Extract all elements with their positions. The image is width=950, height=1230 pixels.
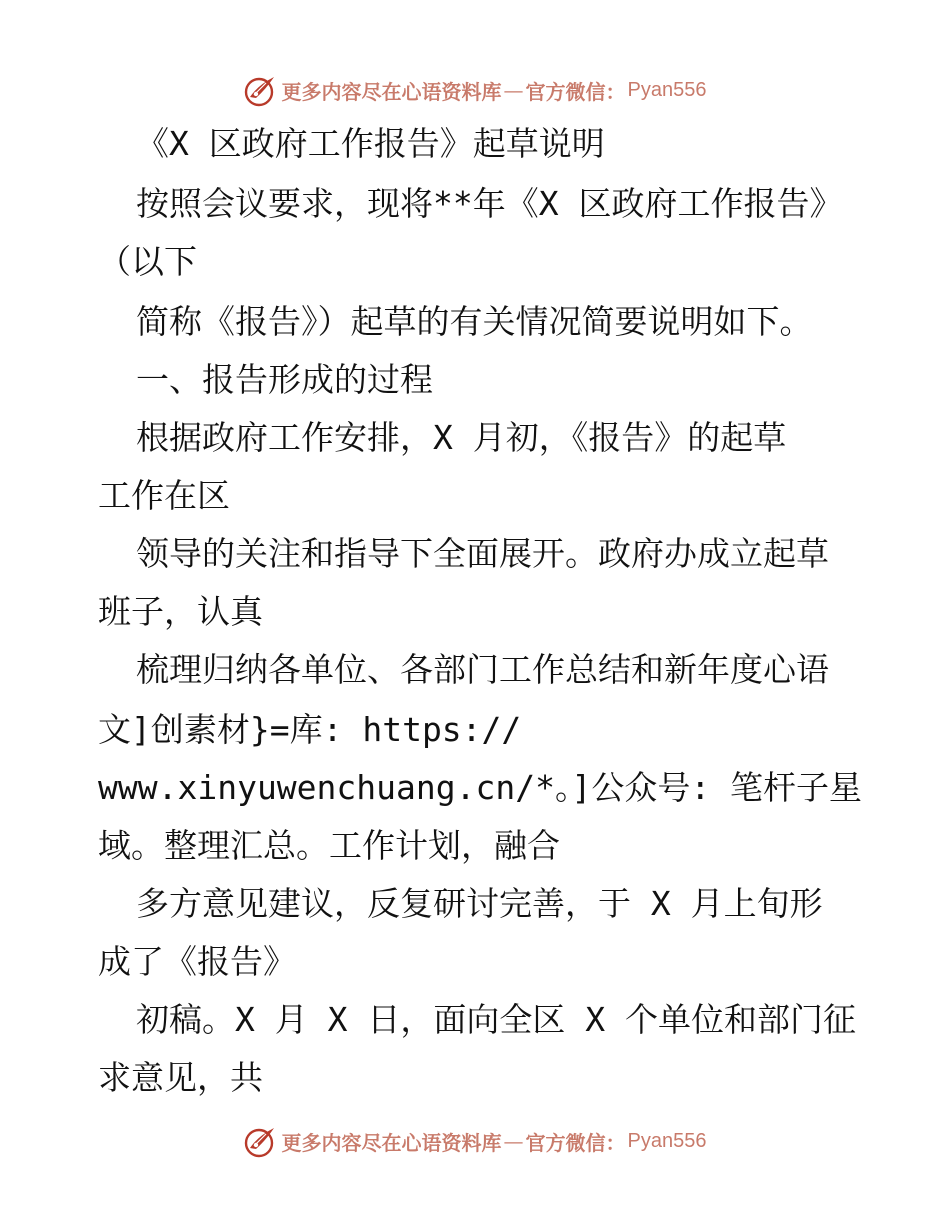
banner-wechat-label: 官方微信： [525,79,626,104]
footer-banner [0,1121,950,1161]
header-banner [0,70,950,110]
paragraph-line: 按照会议要求，现将**年《X 区政府工作报告》 [136,184,843,223]
paragraph-line: 班子，认真 [98,592,263,631]
paragraph-line: 梳理归纳各单位、各部门工作总结和新年度心语 [136,650,829,689]
paragraph-line: 文]创素材}=库: https:// [98,710,522,749]
paragraph-line: www.xinyuwenchuang.cn/*。]公众号: 笔杆子星 [98,768,863,807]
banner-wechat-id: Pyan556 [627,78,707,101]
paragraph-line: 成了《报告》 [98,942,296,981]
banner-wechat-label: 官方微信： [525,1130,626,1155]
section-heading: 一、报告形成的过程 [136,360,433,399]
paragraph-line: 工作在区 [98,476,230,515]
banner-text: 更多内容尽在心语资料库 [281,79,502,104]
paragraph-line: 初稿。X 月 X 日，面向全区 X 个单位和部门征 [136,1000,856,1039]
quill-logo-icon [244,1124,278,1158]
banner-separator: — [503,78,524,102]
paragraph-line: 根据政府工作安排，X 月初，《报告》的起草 [136,418,787,457]
document-title: 《X 区政府工作报告》起草说明 [136,124,605,163]
banner-text: 更多内容尽在心语资料库 [281,1130,502,1155]
paragraph-line: 求意见，共 [98,1058,263,1097]
paragraph-line: （以下 [98,242,197,281]
banner-separator: — [503,1129,524,1153]
banner-wechat-id: Pyan556 [627,1129,707,1152]
paragraph-line: 领导的关注和指导下全面展开。政府办成立起草 [136,534,829,573]
paragraph-line: 域。整理汇总。工作计划，融合 [98,826,560,865]
paragraph-line: 多方意见建议，反复研讨完善，于 X 月上旬形 [136,884,823,923]
paragraph-line: 简称《报告》）起草的有关情况简要说明如下。 [136,302,813,341]
quill-logo-icon [244,73,278,107]
